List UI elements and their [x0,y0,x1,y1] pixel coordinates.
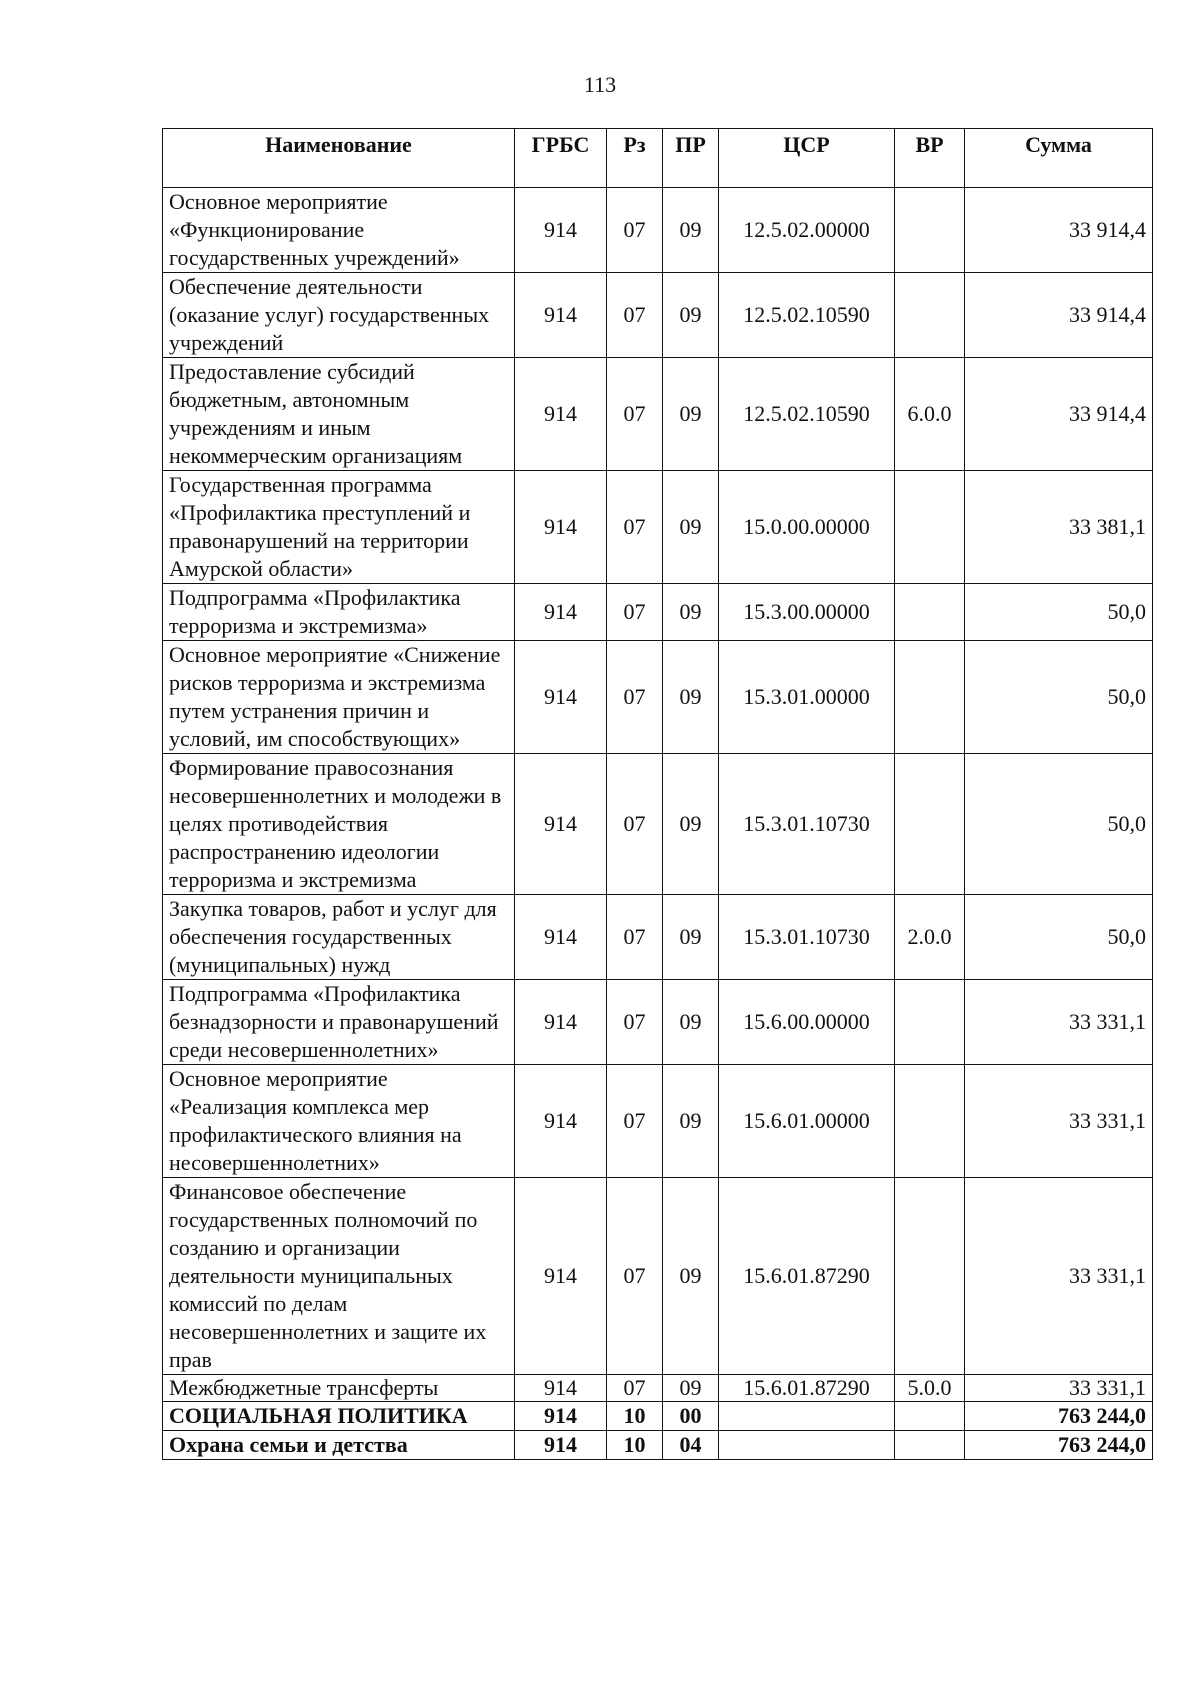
cell-grbs: 914 [515,1178,607,1375]
cell-rz: 07 [607,1375,663,1402]
table-body [163,188,1153,1460]
cell-sum: 763 244,0 [965,1431,1153,1460]
header-vr: ВР [895,129,965,188]
header-pr: ПР [663,129,719,188]
cell-sum: 33 331,1 [965,1065,1153,1178]
cell-vr [895,188,965,273]
cell-pr: 09 [663,1178,719,1375]
cell-pr: 09 [663,471,719,584]
cell-vr [895,1065,965,1178]
cell-csr: 15.3.00.00000 [719,584,895,641]
cell-pr: 09 [663,1375,719,1402]
header-rz: Рз [607,129,663,188]
cell-csr: 15.6.01.87290 [719,1375,895,1402]
cell-pr: 09 [663,1065,719,1178]
table-row [163,188,1153,273]
table-row [163,1065,1153,1178]
table-row [163,1375,1153,1402]
cell-vr [895,1431,965,1460]
cell-vr [895,754,965,895]
cell-csr [719,1431,895,1460]
cell-name: СОЦИАЛЬНАЯ ПОЛИТИКА [163,1402,515,1431]
cell-grbs: 914 [515,1431,607,1460]
cell-name: Финансовое обеспечение государственных полномочий по созданию и организации деятельности муниципальных комиссий по делам несовершеннолетних и защите их прав [163,1178,515,1375]
cell-vr [895,980,965,1065]
cell-vr [895,641,965,754]
cell-name: Предоставление субсидий бюджетным, автономным учреждениям и иным некоммерческим организациям [163,358,515,471]
table-row [163,273,1153,358]
cell-csr: 15.6.01.00000 [719,1065,895,1178]
cell-grbs: 914 [515,358,607,471]
budget-table [162,128,1153,1460]
cell-grbs: 914 [515,754,607,895]
cell-name: Закупка товаров, работ и услуг для обеспечения государственных (муниципальных) нужд [163,895,515,980]
cell-sum: 50,0 [965,641,1153,754]
cell-name: Обеспечение деятельности (оказание услуг) государственных учреждений [163,273,515,358]
cell-rz: 10 [607,1402,663,1431]
table-row [163,358,1153,471]
cell-vr: 2.0.0 [895,895,965,980]
cell-rz: 07 [607,980,663,1065]
cell-sum: 50,0 [965,754,1153,895]
cell-vr [895,1402,965,1431]
cell-vr [895,1178,965,1375]
cell-vr [895,471,965,584]
cell-vr: 5.0.0 [895,1375,965,1402]
cell-pr: 09 [663,980,719,1065]
cell-sum: 33 331,1 [965,1375,1153,1402]
cell-grbs: 914 [515,1402,607,1431]
cell-rz: 07 [607,754,663,895]
cell-pr: 04 [663,1431,719,1460]
cell-grbs: 914 [515,895,607,980]
cell-csr: 15.6.00.00000 [719,980,895,1065]
cell-name: Подпрограмма «Профилактика безнадзорности и правонарушений среди несовершеннолетних» [163,980,515,1065]
cell-sum: 763 244,0 [965,1402,1153,1431]
cell-grbs: 914 [515,273,607,358]
cell-csr: 12.5.02.00000 [719,188,895,273]
cell-csr: 15.0.00.00000 [719,471,895,584]
cell-vr [895,273,965,358]
cell-name: Формирование правосознания несовершеннолетних и молодежи в целях противодействия распространению идеологии терроризма и экстремизма [163,754,515,895]
cell-name: Основное мероприятие «Реализация комплекса мер профилактического влияния на несовершеннолетних» [163,1065,515,1178]
cell-csr: 15.3.01.10730 [719,754,895,895]
cell-rz: 07 [607,471,663,584]
cell-pr: 09 [663,188,719,273]
cell-name: Межбюджетные трансферты [163,1375,515,1402]
table-header-row [163,129,1153,188]
cell-rz: 07 [607,358,663,471]
page-number: 113 [583,72,617,97]
cell-grbs: 914 [515,1065,607,1178]
cell-pr: 09 [663,358,719,471]
cell-csr: 12.5.02.10590 [719,358,895,471]
cell-sum: 33 381,1 [965,471,1153,584]
header-csr: ЦСР [719,129,895,188]
table-row [163,980,1153,1065]
cell-csr: 12.5.02.10590 [719,273,895,358]
cell-name: Основное мероприятие «Функционирование государственных учреждений» [163,188,515,273]
cell-pr: 09 [663,895,719,980]
cell-name: Основное мероприятие «Снижение рисков терроризма и экстремизма путем устранения причин и условий, им способствующих» [163,641,515,754]
cell-sum: 33 914,4 [965,273,1153,358]
header-sum: Сумма [965,129,1153,188]
cell-rz: 07 [607,895,663,980]
cell-csr [719,1402,895,1431]
cell-sum: 33 331,1 [965,1178,1153,1375]
cell-pr: 09 [663,641,719,754]
cell-sum: 33 914,4 [965,358,1153,471]
cell-sum: 33 914,4 [965,188,1153,273]
cell-rz: 07 [607,641,663,754]
cell-rz: 07 [607,273,663,358]
cell-name: Государственная программа «Профилактика преступлений и правонарушений на территории Амурской области» [163,471,515,584]
cell-grbs: 914 [515,1375,607,1402]
cell-pr: 09 [663,754,719,895]
cell-rz: 07 [607,584,663,641]
cell-csr: 15.3.01.10730 [719,895,895,980]
cell-rz: 07 [607,1065,663,1178]
header-name: Наименование [163,129,515,188]
cell-rz: 07 [607,1178,663,1375]
header-grbs: ГРБС [515,129,607,188]
cell-vr [895,584,965,641]
cell-name: Охрана семьи и детства [163,1431,515,1460]
table-row [163,1402,1153,1431]
table-row [163,584,1153,641]
table-row [163,1178,1153,1375]
cell-rz: 10 [607,1431,663,1460]
table-row [163,754,1153,895]
cell-sum: 50,0 [965,584,1153,641]
cell-grbs: 914 [515,980,607,1065]
cell-csr: 15.3.01.00000 [719,641,895,754]
cell-pr: 00 [663,1402,719,1431]
table-row [163,1431,1153,1460]
cell-pr: 09 [663,584,719,641]
table-row [163,895,1153,980]
table-row [163,641,1153,754]
cell-grbs: 914 [515,188,607,273]
cell-rz: 07 [607,188,663,273]
table-row [163,471,1153,584]
cell-grbs: 914 [515,471,607,584]
cell-grbs: 914 [515,641,607,754]
cell-grbs: 914 [515,584,607,641]
cell-sum: 50,0 [965,895,1153,980]
cell-vr: 6.0.0 [895,358,965,471]
cell-name: Подпрограмма «Профилактика терроризма и экстремизма» [163,584,515,641]
cell-sum: 33 331,1 [965,980,1153,1065]
cell-pr: 09 [663,273,719,358]
cell-csr: 15.6.01.87290 [719,1178,895,1375]
